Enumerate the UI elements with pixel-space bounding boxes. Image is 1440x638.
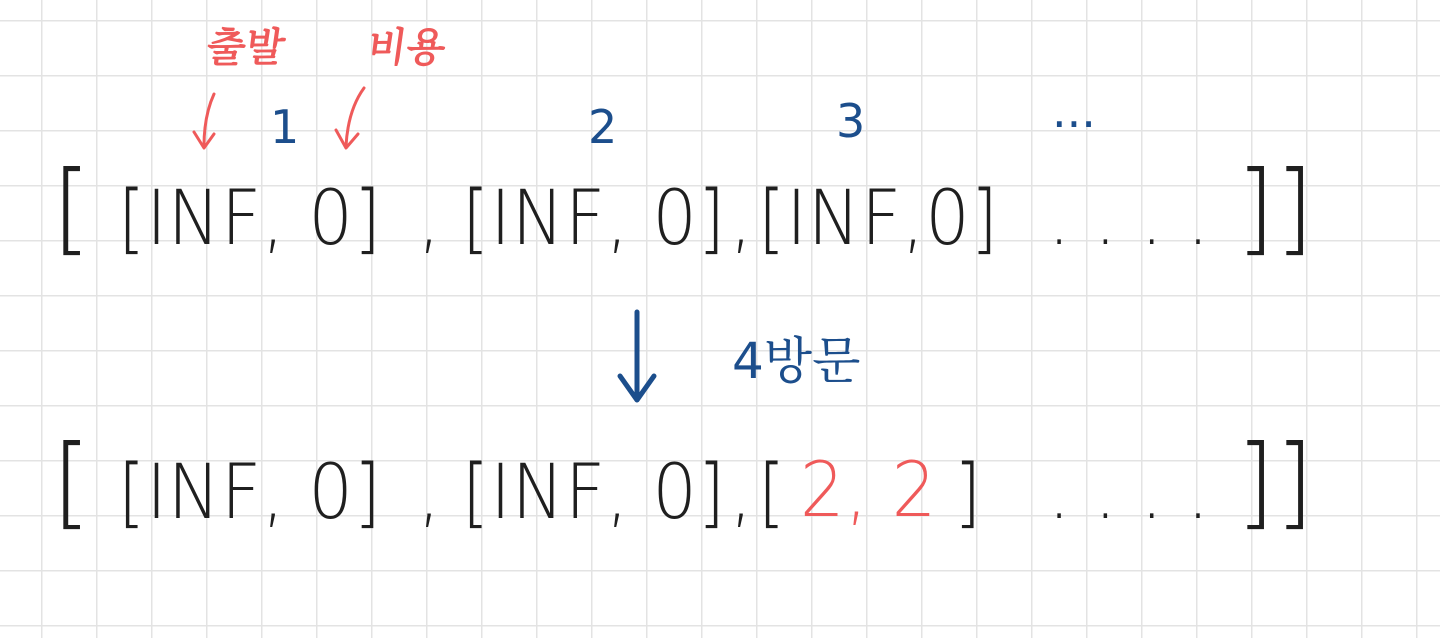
top-array-separator-2: , [730, 173, 754, 262]
top-array-open-bracket: [ [52, 149, 92, 266]
bottom-array-separator-1: , [418, 447, 442, 536]
bottom-array-item-1: [INF, 0] [118, 447, 382, 536]
index-3: 3 [836, 94, 866, 148]
index-more: ... [1052, 84, 1096, 138]
cost-annotation-arrow [330, 84, 370, 154]
bottom-array-item-3-open: [ [758, 447, 787, 536]
top-array-item-3: [INF,0] [758, 173, 999, 262]
top-array-item-2: [INF, 0] [462, 173, 726, 262]
index-1: 1 [270, 100, 300, 154]
top-array-item-1: [INF, 0] [118, 173, 382, 262]
bottom-array-item-2: [INF, 0] [462, 447, 726, 536]
top-array-ellipsis: . . . . [1048, 173, 1211, 262]
cost-annotation: 비용 [364, 25, 449, 71]
start-annotation-arrow [190, 88, 230, 158]
down-arrow-icon [612, 308, 662, 408]
index-2: 2 [588, 100, 618, 154]
bottom-array-open-bracket: [ [52, 423, 92, 540]
top-array-separator-1: , [418, 173, 442, 262]
bottom-array-item-3-close: ] [954, 447, 983, 536]
visit-step-label: 4방문 [732, 332, 861, 390]
bottom-array-ellipsis: . . . . [1048, 447, 1211, 536]
bottom-array-updated-values: 2, 2 [800, 445, 938, 534]
top-array-close-brackets: ]] [1236, 149, 1315, 266]
bottom-array-close-brackets: ]] [1236, 423, 1315, 540]
bottom-array-separator-2: , [730, 447, 754, 536]
start-annotation: 출발 [203, 25, 288, 71]
